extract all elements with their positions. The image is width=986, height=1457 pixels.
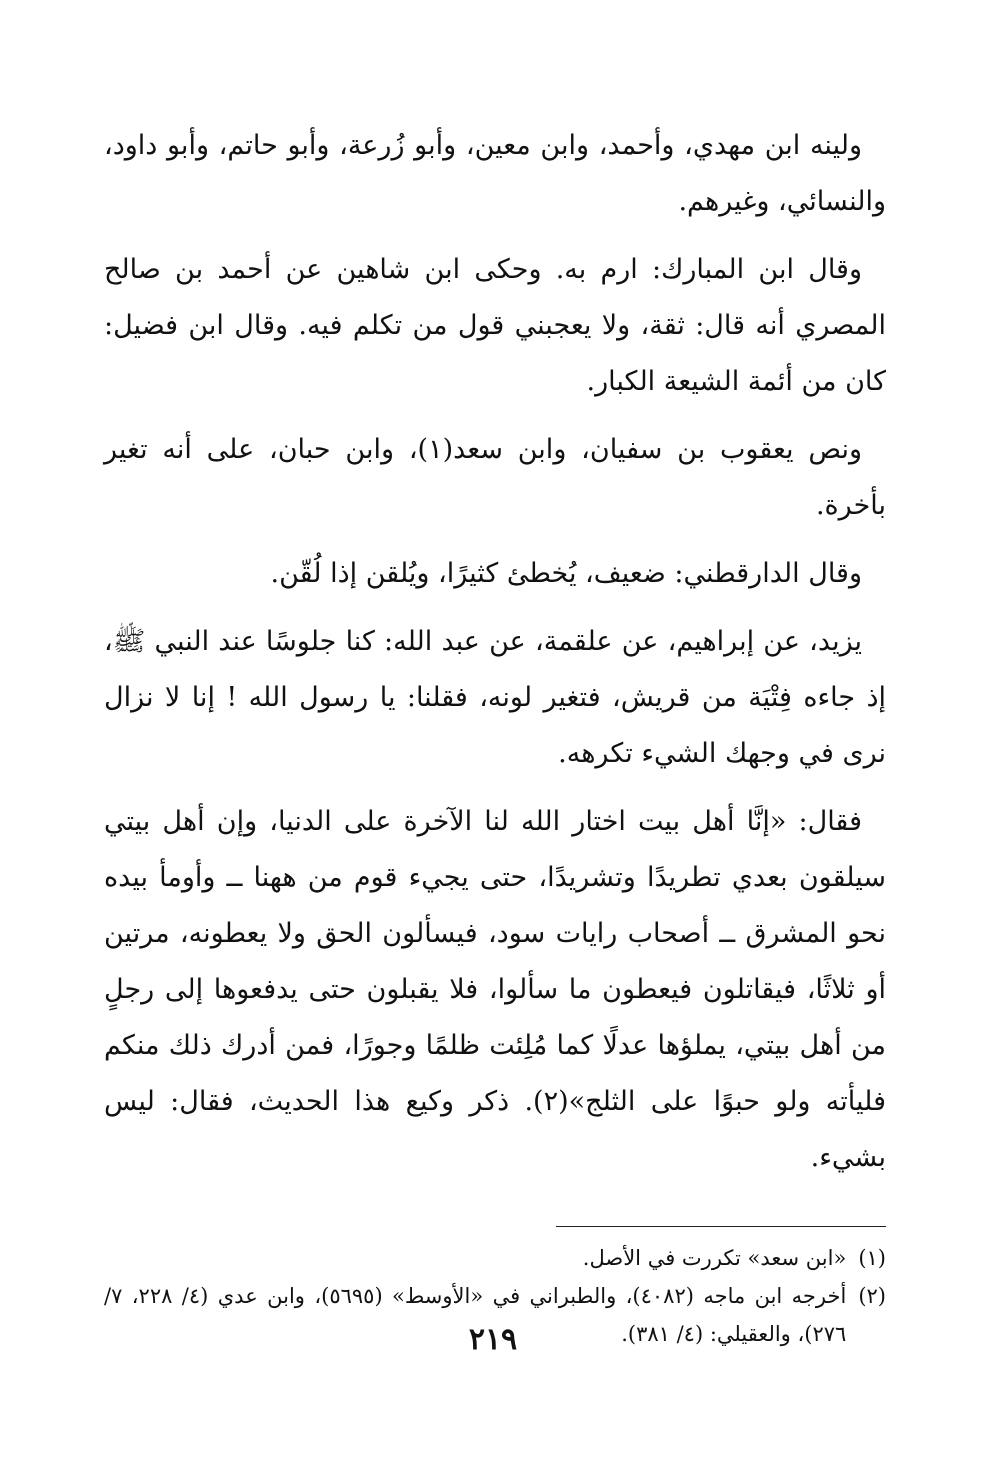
- footnote-number: (٢): [858, 1284, 886, 1308]
- body-paragraph-5: يزيد، عن إبراهيم، عن علقمة، عن عبد الله: كنا جلوسًا عند النبي ﷺ، إذ جاءه فِتْيَة من قريش، فتغير لونه، فقلنا: يا رسول الله ! إنا لا نزال نرى في وجهك الشيء تكرهه.: [104, 626, 886, 769]
- body-paragraph-6: فقال: «إنَّا أهل بيت اختار الله لنا الآخرة على الدنيا، وإن أهل بيتي سيلقون بعدي تطريدًا وتشريدًا، حتى يجيء قوم من ههنا ــ وأومأ بيده نحو المشرق ــ أصحاب رايات سود، فيسألون الحق ولا يعطونه، مرتين أو ثلاثًا، فيقاتلون فيعطون ما سألوا، فلا يقبلون حتى يدفعوها إلى رجلٍ من أهل بيتي، يملؤها عدلًا كما مُلِئت ظلمًا وجورًا، فمن أدرك ذلك منكم فليأته ولو حبوًا على الثلج»(٢). ذكر وكيع هذا الحديث، فقال: ليس بشيء.: [104, 806, 886, 1173]
- body-paragraph-4: وقال الدارقطني: ضعيف، يُخطئ كثيرًا، ويُلقن إذا لُقّن.: [270, 558, 862, 589]
- page-number: ٢١٩: [468, 1322, 518, 1357]
- footnote-1: [104, 1239, 886, 1277]
- body-paragraph-2: وقال ابن المبارك: ارم به. وحكى ابن شاهين عن أحمد بن صالح المصري أنه قال: ثقة، ولا يعجبني قول من تكلم فيه. وقال ابن فضيل: كان من أئمة الشيعة الكبار.: [104, 254, 886, 397]
- body-paragraph-1: ولينه ابن مهدي، وأحمد، وابن معين، وأبو زُرعة، وأبو حاتم، وأبو داود، والنسائي، وغيرهم.: [104, 130, 886, 217]
- footnote-text: أخرجه ابن ماجه (٤٠٨٢)، والطبراني في «الأوسط» (٥٦٩٥)، وابن عدي (٤/ ٢٢٨، ٧/ ٢٧٦)، والعقيلي: (٤/ ٣٨١).: [104, 1284, 847, 1346]
- footnote-divider: [556, 1226, 886, 1227]
- footnote-number: (١): [858, 1246, 886, 1270]
- body-paragraph-3: ونص يعقوب بن سفيان، وابن سعد(١)، وابن حبان، على أنه تغير بأخرة.: [104, 434, 886, 521]
- footnote-text: «ابن سعد» تكررت في الأصل.: [582, 1246, 847, 1270]
